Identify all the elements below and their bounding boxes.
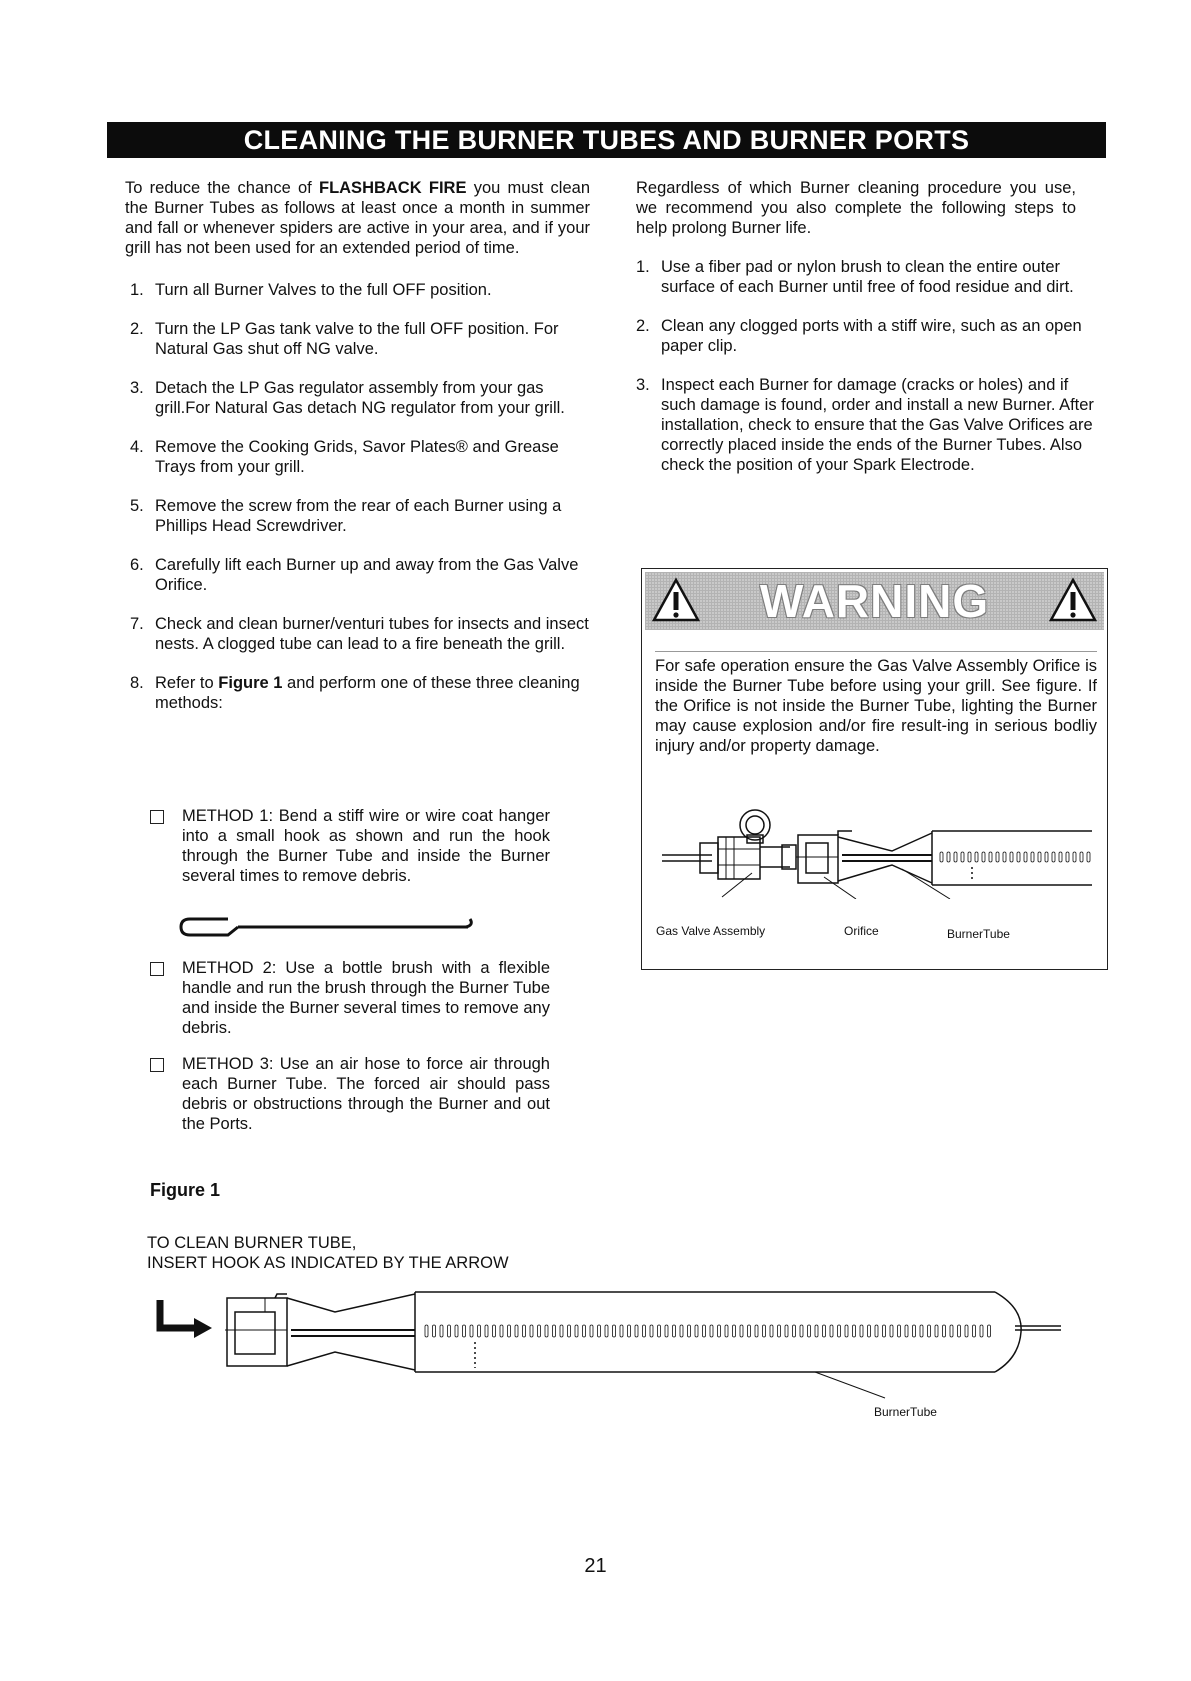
burner-port xyxy=(493,1325,496,1337)
burner-port xyxy=(823,1325,826,1337)
list-item: 7. Check and clean burner/venturi tubes for insects and insect nests. A clogged tube can lead to a fire beneath the grill. xyxy=(130,615,589,653)
burner-port xyxy=(905,1325,908,1337)
gas-valve-orifice-diagram xyxy=(652,807,1097,899)
burner-port xyxy=(1003,852,1006,862)
burner-port xyxy=(793,1325,796,1337)
burner-port xyxy=(433,1325,436,1337)
list-item: 2. Turn the LP Gas tank valve to the full OFF position. For Natural Gas shut off NG valve. xyxy=(130,320,559,358)
right-column xyxy=(636,178,1106,475)
burner-port xyxy=(725,1325,728,1337)
burner-port xyxy=(478,1325,481,1337)
burner-port xyxy=(950,1325,953,1337)
burner-port xyxy=(958,1325,961,1337)
burner-port xyxy=(560,1325,563,1337)
burner-port xyxy=(748,1325,751,1337)
burner-port xyxy=(898,1325,901,1337)
warning-title: WARNING xyxy=(759,575,990,627)
burner-port xyxy=(1080,852,1083,862)
list-item: 3. Inspect each Burner for damage (cracks or holes) and if such damage is found, order and install a new Burner. After installation, check to ensure that the Gas Valve Orifices are correctly placed inside the ends of the Burner Tubes. Also check the position of your Spark Electrode. xyxy=(636,376,1094,474)
burner-port xyxy=(1017,852,1020,862)
burner-port xyxy=(853,1325,856,1337)
burner-port xyxy=(755,1325,758,1337)
burner-port xyxy=(935,1325,938,1337)
burner-port xyxy=(740,1325,743,1337)
page-number: 21 xyxy=(584,1555,607,1577)
burner-port xyxy=(680,1325,683,1337)
list-item: 1. Turn all Burner Valves to the full OFF position. xyxy=(130,281,492,299)
burner-port xyxy=(695,1325,698,1337)
burner-port xyxy=(838,1325,841,1337)
burner-port xyxy=(553,1325,556,1337)
burner-port xyxy=(1087,852,1090,862)
warning-header xyxy=(645,572,1104,630)
burner-port xyxy=(508,1325,511,1337)
method-3: METHOD 3: Use an air hose to force air through each Burner Tube. The forced air should pass debris or obstructions through the Burner and out the Ports. xyxy=(150,1054,550,1134)
burner-port xyxy=(1073,852,1076,862)
left-column xyxy=(125,178,590,713)
figure-caption: TO CLEAN BURNER TUBE, INSERT HOOK AS INDICATED BY THE ARROW xyxy=(147,1234,509,1272)
burner-port xyxy=(808,1325,811,1337)
burner-port xyxy=(1059,852,1062,862)
burner-port xyxy=(425,1325,428,1337)
burner-port xyxy=(710,1325,713,1337)
burner-port xyxy=(1066,852,1069,862)
gas-valve-assembly-label: Gas Valve Assembly xyxy=(656,924,766,938)
burner-port xyxy=(665,1325,668,1337)
list-item: 6. Carefully lift each Burner up and away from the Gas Valve Orifice. xyxy=(130,556,579,594)
burner-port xyxy=(635,1325,638,1337)
burner-ports xyxy=(425,1325,991,1337)
flashback-fire-emphasis: FLASHBACK FIRE xyxy=(318,179,467,197)
burner-port xyxy=(980,1325,983,1337)
burner-port xyxy=(868,1325,871,1337)
burner-port xyxy=(568,1325,571,1337)
burner-port xyxy=(515,1325,518,1337)
intro-paragraph: To reduce the chance of FLASHBACK FIRE you must clean the Burner Tubes as follows at least once a month in summer and fall or whenever spiders are active in your area, and if your grill has not been used for an extended period of time. xyxy=(125,179,590,257)
burner-port xyxy=(982,852,985,862)
burner-port xyxy=(545,1325,548,1337)
burner-port xyxy=(613,1325,616,1337)
burner-port xyxy=(928,1325,931,1337)
burner-port xyxy=(448,1325,451,1337)
burner-port xyxy=(961,852,964,862)
burner-port xyxy=(650,1325,653,1337)
burner-port xyxy=(733,1325,736,1337)
burner-port xyxy=(620,1325,623,1337)
burner-port xyxy=(1010,852,1013,862)
burner-port xyxy=(785,1325,788,1337)
burner-port xyxy=(673,1325,676,1337)
list-item: 4. Remove the Cooking Grids, Savor Plates® and Grease Trays from your grill. xyxy=(130,438,559,476)
burner-port xyxy=(440,1325,443,1337)
burner-port xyxy=(658,1325,661,1337)
burner-port xyxy=(1038,852,1041,862)
burner-port xyxy=(1031,852,1034,862)
method-1: METHOD 1: Bend a stiff wire or wire coat hanger into a small hook as shown and run the hook through the Burner Tube and inside the Burner several times to remove debris. xyxy=(150,806,550,886)
burner-port xyxy=(883,1325,886,1337)
burner-port xyxy=(875,1325,878,1337)
burner-port xyxy=(485,1325,488,1337)
burner-port xyxy=(718,1325,721,1337)
method-2: METHOD 2: Use a bottle brush with a flexible handle and run the brush through the Burner Tube and inside the Burner several times to remove any debris. xyxy=(150,958,550,1038)
burner-port xyxy=(590,1325,593,1337)
burner-port xyxy=(947,852,950,862)
right-intro-paragraph: Regardless of which Burner cleaning procedure you use, we recommend you also complete the following steps to help prolong Burner life. xyxy=(636,179,1076,237)
burner-port xyxy=(703,1325,706,1337)
burner-port xyxy=(920,1325,923,1337)
burner-port xyxy=(1045,852,1048,862)
burner-port xyxy=(523,1325,526,1337)
burner-port xyxy=(830,1325,833,1337)
burner-tube-diagram xyxy=(225,1290,1065,1400)
warning-triangle-icon xyxy=(1048,577,1098,623)
burner-port xyxy=(530,1325,533,1337)
list-item: 3. Detach the LP Gas regulator assembly from your gas grill.For Natural Gas detach NG regulator from your grill. xyxy=(130,379,565,417)
burner-port xyxy=(770,1325,773,1337)
figure-title: Figure 1 xyxy=(150,1180,221,1200)
list-item: 5. Remove the screw from the rear of each Burner using a Phillips Head Screwdriver. xyxy=(130,497,562,535)
burner-port xyxy=(575,1325,578,1337)
burner-port xyxy=(583,1325,586,1337)
burner-port xyxy=(913,1325,916,1337)
burner-port xyxy=(954,852,957,862)
burner-port xyxy=(500,1325,503,1337)
warning-text: For safe operation ensure the Gas Valve Assembly Orifice is inside the Burner Tube before using your grill. See figure. If the Orifice is not inside the Burner Tube, lighting the Burner may cause explosion and/or fire result-ing in serious bodliy injury and/or property damage. xyxy=(655,651,1097,756)
checkbox-icon xyxy=(150,810,164,824)
burner-port xyxy=(845,1325,848,1337)
cleaning-steps-list xyxy=(130,280,590,713)
burner-port xyxy=(989,852,992,862)
burner-port xyxy=(1024,852,1027,862)
burner-port xyxy=(996,852,999,862)
checkbox-icon xyxy=(150,962,164,976)
burner-ports xyxy=(940,852,1090,862)
burner-port xyxy=(940,852,943,862)
list-item: 2. Clean any clogged ports with a stiff wire, such as an open paper clip. xyxy=(636,317,1082,355)
wire-hook-icon xyxy=(178,914,478,940)
burner-port xyxy=(890,1325,893,1337)
burner-port xyxy=(975,852,978,862)
burner-port xyxy=(965,1325,968,1337)
burner-port xyxy=(968,852,971,862)
list-item: 1. Use a fiber pad or nylon brush to clean the entire outer surface of each Burner until free of food residue and dirt. xyxy=(636,258,1074,296)
checkbox-icon xyxy=(150,1058,164,1072)
burner-life-steps-list xyxy=(636,257,1101,475)
burner-port xyxy=(598,1325,601,1337)
burner-port xyxy=(470,1325,473,1337)
burner-port xyxy=(455,1325,458,1337)
burner-port xyxy=(800,1325,803,1337)
page-title: CLEANING THE BURNER TUBES AND BURNER PORTS xyxy=(107,122,1106,158)
burner-port xyxy=(605,1325,608,1337)
burner-port xyxy=(815,1325,818,1337)
burner-port xyxy=(628,1325,631,1337)
figure-burner-tube-label: BurnerTube xyxy=(874,1405,937,1419)
burner-tube-label: BurnerTube xyxy=(947,927,1010,941)
list-item: 8. Refer to Figure 1 and perform one of these three cleaning methods: xyxy=(130,674,580,712)
arrow-icon xyxy=(156,1298,216,1338)
orifice-label: Orifice xyxy=(844,924,879,938)
burner-port xyxy=(763,1325,766,1337)
burner-port xyxy=(973,1325,976,1337)
burner-port xyxy=(688,1325,691,1337)
burner-port xyxy=(943,1325,946,1337)
warning-box xyxy=(641,568,1108,970)
burner-port xyxy=(988,1325,991,1337)
burner-port xyxy=(643,1325,646,1337)
burner-port xyxy=(778,1325,781,1337)
burner-port xyxy=(463,1325,466,1337)
burner-port xyxy=(860,1325,863,1337)
burner-port xyxy=(1052,852,1055,862)
burner-port xyxy=(538,1325,541,1337)
